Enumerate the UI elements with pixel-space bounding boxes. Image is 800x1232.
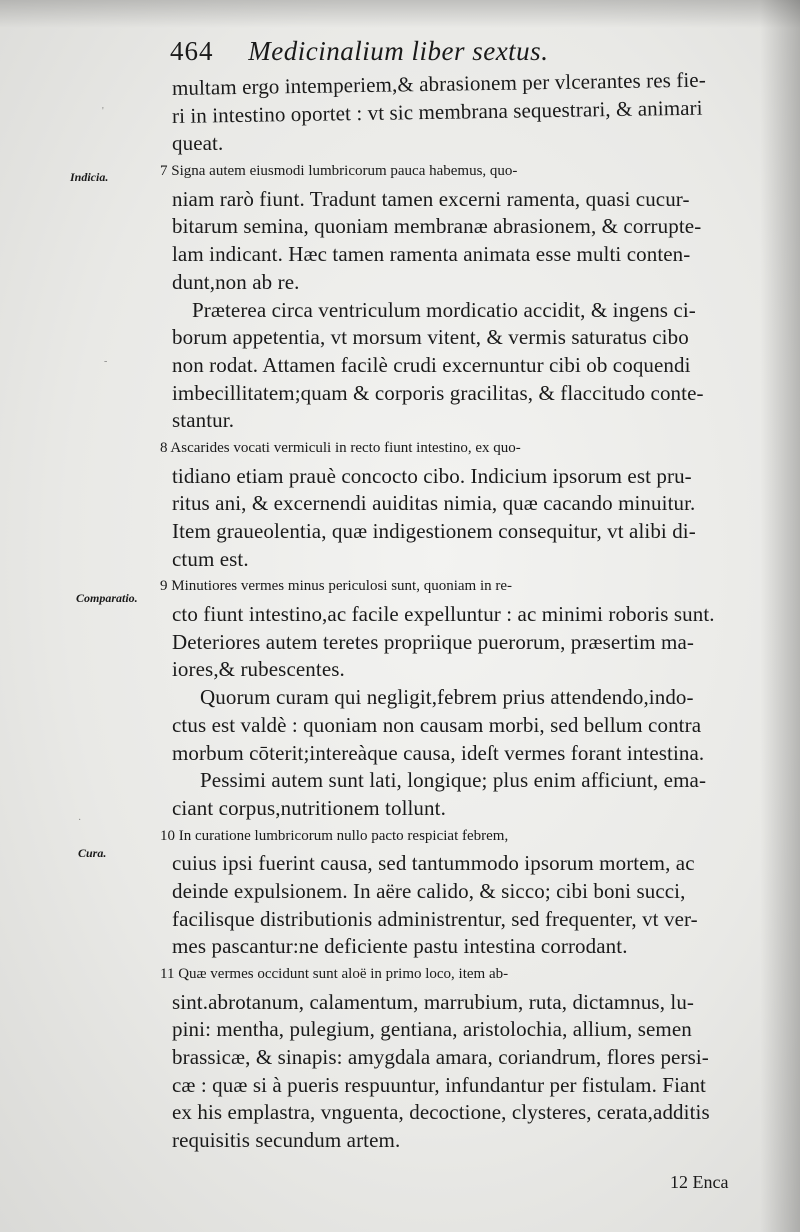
text-line: 8 Ascarides vocati vermiculi in recto fiunt intestino, ex quo- bbox=[160, 439, 521, 456]
text-line: Item graueolentia, quæ indigestionem consequitur, vt alibi di- bbox=[172, 519, 696, 543]
text-line: deinde expulsionem. In aëre calido, & sicco; cibi boni succi, bbox=[172, 878, 686, 903]
text-line: pini: mentha, pulegium, gentiana, aristolochia, allium, semen bbox=[172, 1017, 692, 1042]
text-line: requisitis secundum artem. bbox=[172, 1128, 401, 1153]
text-line: stantur. bbox=[172, 408, 235, 433]
text-line: 11 Quæ vermes occidunt sunt aloë in primo loco, item ab- bbox=[160, 966, 509, 982]
body-text bbox=[160, 67, 772, 1155]
text-line: non rodat. Attamen facilè crudi excernuntur cibi ob coquendi bbox=[172, 352, 691, 377]
text-line: brassicæ, & sinapis: amygdala amara, coriandrum, flores persi- bbox=[172, 1045, 709, 1070]
text-line: 10 In curatione lumbricorum nullo pacto respiciat febrem, bbox=[160, 827, 509, 844]
text-line: multam ergo intemperiem,& abrasionem per vlcerantes res fie- bbox=[171, 67, 707, 100]
text-line: cto fiunt intestino,ac facile expelluntur : ac minimi roboris sunt. bbox=[172, 602, 715, 627]
text-line: 9 Minutiores vermes minus periculosi sunt, quoniam in re- bbox=[160, 578, 513, 595]
text-line: mes pascantur:ne deficiente pastu intestina corrodant. bbox=[172, 934, 628, 959]
text-line: queat. bbox=[172, 131, 224, 156]
margin-note-comparatio: Comparatio. bbox=[76, 591, 138, 605]
text-line: iores,& rubescentes. bbox=[172, 657, 345, 682]
ink-speck: ' bbox=[102, 106, 104, 117]
text-line: ctum est. bbox=[172, 546, 249, 571]
catchword: 12 Enca bbox=[670, 1172, 729, 1192]
text-line: Pessimi autem sunt lati, longique; plus enim afficiunt, ema- bbox=[200, 768, 707, 793]
text-line: cæ : quæ si à pueris respuuntur, infundantur per fistulam. Fiant bbox=[172, 1072, 706, 1097]
text-line: ciant corpus,nutritionem tollunt. bbox=[172, 795, 446, 820]
ink-speck: - bbox=[104, 356, 108, 367]
text-line: lam indicant. Hæc tamen ramenta animata esse multi conten- bbox=[172, 242, 691, 267]
text-line: Præterea circa ventriculum mordicatio accidit, & ingens ci- bbox=[192, 297, 696, 322]
text-line: morbum cōterit;intereàque causa, ideſt vermes forant intestina. bbox=[172, 740, 705, 765]
text-line: Deteriores autem teretes propriique puerorum, præsertim ma- bbox=[172, 629, 694, 654]
text-line: 7 Signa autem eiusmodi lumbricorum pauca habemus, quo- bbox=[160, 163, 518, 180]
running-title: Medicinalium liber sextus. bbox=[248, 36, 549, 66]
page-number: 464 bbox=[170, 36, 214, 66]
page-top-shadow bbox=[0, 0, 800, 28]
text-line: ctus est valdè : quoniam non causam morbi, sed bellum contra bbox=[172, 712, 702, 737]
text-line: imbecillitatem;quam & corporis gracilitas, & flaccitudo conte- bbox=[172, 380, 704, 405]
text-line: ri in intestino oportet : vt sic membrana sequestrari, & animari bbox=[171, 95, 703, 128]
margin-note-indicia: Indicia. bbox=[70, 170, 109, 184]
text-line: sint.abrotanum, calamentum, marrubium, ruta, dictamnus, lu- bbox=[172, 989, 695, 1014]
margin-note-cura: Cura. bbox=[78, 846, 107, 860]
text-line: Quorum curam qui negligit,febrem prius attendendo,indo- bbox=[200, 685, 694, 710]
text-line: dunt,non ab re. bbox=[172, 269, 300, 294]
text-line: bitarum semina, quoniam membranæ abrasionem, & corrupte- bbox=[172, 214, 702, 239]
text-line: tidiano etiam prauè concocto cibo. Indicium ipsorum est pru- bbox=[172, 463, 692, 488]
text-line: ex his emplastra, vnguenta, decoctione, clysteres, cerata,additis bbox=[172, 1100, 710, 1125]
text-line: niam rarò fiunt. Tradunt tamen excerni ramenta, quasi cucur- bbox=[172, 186, 690, 211]
ink-speck: · bbox=[78, 815, 82, 826]
text-line: borum appetentia, vt morsum vitent, & vermis saturatus cibo bbox=[172, 325, 689, 350]
text-line: cuius ipsi fuerint causa, sed tantummodo ipsorum mortem, ac bbox=[172, 851, 695, 876]
text-line: ritus ani, & excernendi auiditas nimia, quæ cacando minuitur. bbox=[172, 491, 696, 516]
text-line: facilisque distributionis administrentur, sed frequenter, vt ver- bbox=[172, 906, 698, 931]
